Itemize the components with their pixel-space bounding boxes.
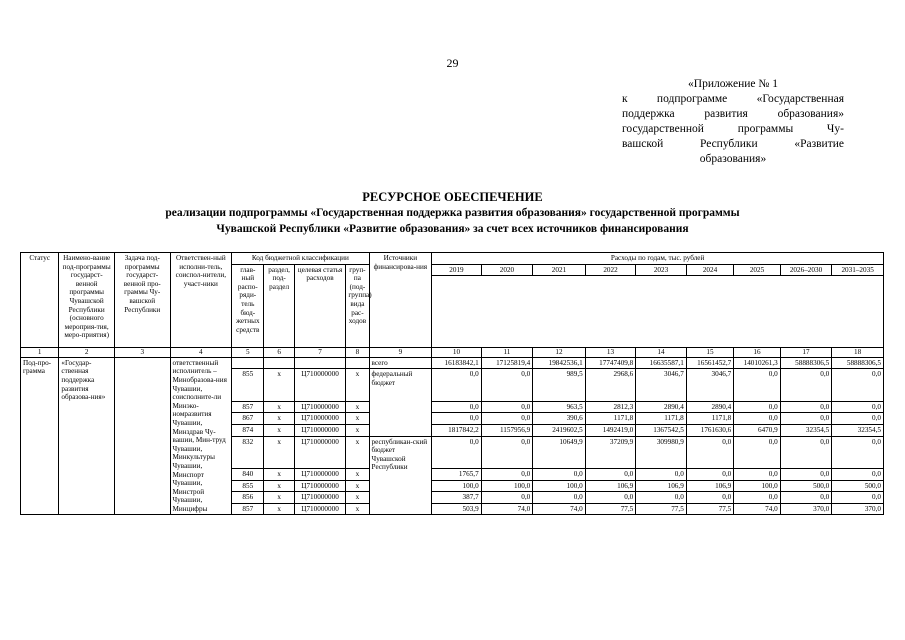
value-cell: 100,0 bbox=[734, 480, 780, 492]
appendix-line-1: «Приложение № 1 bbox=[688, 78, 778, 90]
vr-cell bbox=[346, 357, 369, 369]
value-cell: 100,0 bbox=[432, 480, 482, 492]
header-gr: глав-ный распо-ряди-тель бюд-жетных средств bbox=[232, 264, 264, 348]
source-cell: федеральный бюджет bbox=[369, 369, 432, 436]
header-year: 2022 bbox=[585, 264, 636, 276]
header-year: 2020 bbox=[481, 264, 533, 276]
col-number: 18 bbox=[832, 348, 884, 358]
value-cell: 100,0 bbox=[533, 480, 586, 492]
cs-cell: Ц710000000 bbox=[294, 492, 346, 504]
value-cell: 0,0 bbox=[481, 401, 533, 413]
header-year: 2031–2035 bbox=[832, 264, 884, 276]
vr-cell: x bbox=[346, 480, 369, 492]
header-year: 2021 bbox=[533, 264, 586, 276]
value-cell: 0,0 bbox=[432, 436, 482, 468]
rz-cell: x bbox=[264, 480, 294, 492]
cs-cell: Ц710000000 bbox=[294, 469, 346, 481]
value-cell: 0,0 bbox=[734, 401, 780, 413]
col-number: 12 bbox=[533, 348, 586, 358]
value-cell: 0,0 bbox=[832, 436, 884, 468]
value-cell: 1765,7 bbox=[432, 469, 482, 481]
value-cell: 17125819,4 bbox=[481, 357, 533, 369]
value-cell: 390,6 bbox=[533, 413, 586, 425]
task-cell bbox=[114, 357, 170, 515]
value-cell: 0,0 bbox=[780, 413, 832, 425]
value-cell: 1761630,6 bbox=[686, 425, 733, 437]
header-year: 2025 bbox=[734, 264, 780, 276]
appendix-note bbox=[622, 77, 844, 167]
value-cell: 106,9 bbox=[585, 480, 636, 492]
rz-cell: x bbox=[264, 436, 294, 468]
value-cell: 0,0 bbox=[832, 469, 884, 481]
cs-cell: Ц710000000 bbox=[294, 425, 346, 437]
col-number: 5 bbox=[232, 348, 264, 358]
rz-cell: x bbox=[264, 425, 294, 437]
vr-cell: x bbox=[346, 492, 369, 504]
col-number: 4 bbox=[170, 348, 232, 358]
value-cell: 500,0 bbox=[832, 480, 884, 492]
col-number: 7 bbox=[294, 348, 346, 358]
page-number: 29 bbox=[446, 56, 459, 70]
title-main: РЕСУРСНОЕ ОБЕСПЕЧЕНИЕ bbox=[362, 190, 543, 204]
value-cell: 0,0 bbox=[481, 492, 533, 504]
header-vr: груп-па (под-группа) вида рас-ходов bbox=[346, 264, 369, 348]
rz-cell: x bbox=[264, 401, 294, 413]
value-cell: 74,0 bbox=[734, 503, 780, 515]
value-cell: 0,0 bbox=[734, 469, 780, 481]
value-cell: 77,5 bbox=[636, 503, 687, 515]
value-cell: 77,5 bbox=[585, 503, 636, 515]
source-cell: республикан-ский бюджет Чувашской Республики bbox=[369, 436, 432, 515]
appendix-line-2: к подпрограмме «Государственная bbox=[622, 93, 844, 105]
value-cell: 0,0 bbox=[734, 369, 780, 401]
col-number: 15 bbox=[686, 348, 733, 358]
program-name-cell: «Государ-ственная поддержка развития образова-ния» bbox=[59, 357, 115, 515]
value-cell: 14010261,3 bbox=[734, 357, 780, 369]
col-number: 11 bbox=[481, 348, 533, 358]
value-cell: 2890,4 bbox=[686, 401, 733, 413]
gr-cell: 867 bbox=[232, 413, 264, 425]
value-cell: 1492419,0 bbox=[585, 425, 636, 437]
gr-cell: 840 bbox=[232, 469, 264, 481]
value-cell: 0,0 bbox=[481, 413, 533, 425]
rz-cell: x bbox=[264, 503, 294, 515]
col-number: 6 bbox=[264, 348, 294, 358]
resource-table bbox=[20, 252, 884, 515]
value-cell: 0,0 bbox=[585, 492, 636, 504]
value-cell: 0,0 bbox=[780, 436, 832, 468]
value-cell: 370,0 bbox=[780, 503, 832, 515]
value-cell: 0,0 bbox=[432, 413, 482, 425]
value-cell: 0,0 bbox=[734, 436, 780, 468]
rz-cell: x bbox=[264, 413, 294, 425]
value-cell: 6470,9 bbox=[734, 425, 780, 437]
header-sources: Источники финансирова-ния bbox=[369, 253, 432, 348]
value-cell: 0,0 bbox=[481, 469, 533, 481]
value-cell: 74,0 bbox=[481, 503, 533, 515]
value-cell: 1367542,5 bbox=[636, 425, 687, 437]
value-cell: 0,0 bbox=[832, 492, 884, 504]
rz-cell bbox=[264, 357, 294, 369]
value-cell: 74,0 bbox=[533, 503, 586, 515]
value-cell: 0,0 bbox=[734, 413, 780, 425]
vr-cell: x bbox=[346, 469, 369, 481]
cs-cell: Ц710000000 bbox=[294, 369, 346, 401]
value-cell: 0,0 bbox=[636, 469, 687, 481]
value-cell: 0,0 bbox=[686, 492, 733, 504]
value-cell: 58888306,5 bbox=[780, 357, 832, 369]
column-numbers-row bbox=[21, 348, 884, 358]
header-row-1 bbox=[21, 253, 884, 265]
appendix-line-5: вашской Республики «Развитие bbox=[622, 138, 844, 150]
source-cell: всего bbox=[369, 357, 432, 369]
value-cell: 963,5 bbox=[533, 401, 586, 413]
appendix-line-6: образования» bbox=[699, 153, 767, 165]
value-cell: 0,0 bbox=[780, 401, 832, 413]
cs-cell: Ц710000000 bbox=[294, 436, 346, 468]
col-number: 1 bbox=[21, 348, 59, 358]
rz-cell: x bbox=[264, 492, 294, 504]
value-cell: 0,0 bbox=[533, 492, 586, 504]
value-cell: 989,5 bbox=[533, 369, 586, 401]
value-cell: 0,0 bbox=[686, 436, 733, 468]
value-cell: 0,0 bbox=[533, 469, 586, 481]
cs-cell: Ц710000000 bbox=[294, 503, 346, 515]
value-cell: 106,9 bbox=[636, 480, 687, 492]
header-executor: Ответствен-ный исполни-тель, соиспол-нители, участ-ники bbox=[170, 253, 232, 348]
appendix-line-3: поддержка развития образования» bbox=[622, 108, 844, 120]
value-cell: 16183842,1 bbox=[432, 357, 482, 369]
value-cell: 2419602,5 bbox=[533, 425, 586, 437]
value-cell: 19842536,1 bbox=[533, 357, 586, 369]
cs-cell: Ц710000000 bbox=[294, 413, 346, 425]
vr-cell: x bbox=[346, 425, 369, 437]
cs-cell: Ц710000000 bbox=[294, 401, 346, 413]
col-number: 13 bbox=[585, 348, 636, 358]
header-year: 2024 bbox=[686, 264, 733, 276]
rz-cell: x bbox=[264, 469, 294, 481]
gr-cell: 874 bbox=[232, 425, 264, 437]
value-cell: 10649,9 bbox=[533, 436, 586, 468]
value-cell: 58888306,5 bbox=[832, 357, 884, 369]
cs-cell bbox=[294, 357, 346, 369]
header-rz: раздел, под-раздел bbox=[264, 264, 294, 348]
title-sub-2: Чувашской Республики «Развитие образования» за счет всех источников финансирования bbox=[216, 223, 689, 235]
value-cell: 3046,7 bbox=[686, 369, 733, 401]
value-cell: 309980,9 bbox=[636, 436, 687, 468]
header-task: Задача под-программы государст-венной про-граммы Чу-вашской Республики bbox=[114, 253, 170, 348]
header-expenses: Расходы по годам, тыс. рублей bbox=[432, 253, 884, 265]
value-cell: 0,0 bbox=[481, 436, 533, 468]
value-cell: 370,0 bbox=[832, 503, 884, 515]
cs-cell: Ц710000000 bbox=[294, 480, 346, 492]
vr-cell: x bbox=[346, 401, 369, 413]
value-cell: 3046,7 bbox=[636, 369, 687, 401]
gr-cell: 855 bbox=[232, 480, 264, 492]
value-cell: 16635587,1 bbox=[636, 357, 687, 369]
value-cell: 2812,3 bbox=[585, 401, 636, 413]
status-cell: Под-про-грамма bbox=[21, 357, 59, 515]
value-cell: 32354,5 bbox=[780, 425, 832, 437]
gr-cell: 856 bbox=[232, 492, 264, 504]
header-year: 2026–2030 bbox=[780, 264, 832, 276]
executor-cell: ответственный исполнитель – Минобразова-ния Чувашии, соисполните-ли Минэко-номразвития Чувашии, Минздрав Чу-вашии, Мин-труд Чувашии, Минкультуры Чувашии, Минспорт Чувашии, Минстрой Чувашии, Минцифры bbox=[170, 357, 232, 515]
appendix-line-4: государственной программы Чу- bbox=[622, 123, 844, 135]
value-cell: 17747409,8 bbox=[585, 357, 636, 369]
value-cell: 0,0 bbox=[832, 369, 884, 401]
col-number: 17 bbox=[780, 348, 832, 358]
value-cell: 16561452,7 bbox=[686, 357, 733, 369]
value-cell: 0,0 bbox=[585, 469, 636, 481]
value-cell: 1157956,9 bbox=[481, 425, 533, 437]
value-cell: 503,9 bbox=[432, 503, 482, 515]
value-cell: 1171,8 bbox=[686, 413, 733, 425]
vr-cell: x bbox=[346, 436, 369, 468]
table-row bbox=[21, 357, 884, 369]
value-cell: 106,9 bbox=[686, 480, 733, 492]
vr-cell: x bbox=[346, 413, 369, 425]
value-cell: 0,0 bbox=[734, 492, 780, 504]
value-cell: 0,0 bbox=[832, 413, 884, 425]
value-cell: 100,0 bbox=[481, 480, 533, 492]
vr-cell: x bbox=[346, 503, 369, 515]
value-cell: 0,0 bbox=[481, 369, 533, 401]
header-cs: целевая статья расходов bbox=[294, 264, 346, 348]
value-cell: 1171,8 bbox=[585, 413, 636, 425]
value-cell: 0,0 bbox=[780, 492, 832, 504]
value-cell: 0,0 bbox=[832, 401, 884, 413]
document-title bbox=[40, 190, 865, 237]
col-number: 16 bbox=[734, 348, 780, 358]
col-number: 10 bbox=[432, 348, 482, 358]
gr-cell: 857 bbox=[232, 503, 264, 515]
value-cell: 0,0 bbox=[432, 369, 482, 401]
gr-cell: 857 bbox=[232, 401, 264, 413]
value-cell: 37209,9 bbox=[585, 436, 636, 468]
header-year-spacer bbox=[432, 276, 884, 348]
col-number: 9 bbox=[369, 348, 432, 358]
value-cell: 0,0 bbox=[686, 469, 733, 481]
value-cell: 0,0 bbox=[780, 369, 832, 401]
col-number: 14 bbox=[636, 348, 687, 358]
header-name: Наимено-вание под-программы государст-венной программы Чувашской Республики (основного мероприя-тия, меро-приятия) bbox=[59, 253, 115, 348]
col-number: 2 bbox=[59, 348, 115, 358]
value-cell: 387,7 bbox=[432, 492, 482, 504]
value-cell: 1171,8 bbox=[636, 413, 687, 425]
value-cell: 0,0 bbox=[432, 401, 482, 413]
header-budget-code: Код бюджетной классификации bbox=[232, 253, 369, 265]
value-cell: 77,5 bbox=[686, 503, 733, 515]
value-cell: 32354,5 bbox=[832, 425, 884, 437]
col-number: 8 bbox=[346, 348, 369, 358]
gr-cell bbox=[232, 357, 264, 369]
gr-cell: 832 bbox=[232, 436, 264, 468]
gr-cell: 855 bbox=[232, 369, 264, 401]
header-year: 2019 bbox=[432, 264, 482, 276]
vr-cell: x bbox=[346, 369, 369, 401]
value-cell: 1817842,2 bbox=[432, 425, 482, 437]
value-cell: 2968,6 bbox=[585, 369, 636, 401]
value-cell: 500,0 bbox=[780, 480, 832, 492]
header-year: 2023 bbox=[636, 264, 687, 276]
value-cell: 0,0 bbox=[636, 492, 687, 504]
value-cell: 2890,4 bbox=[636, 401, 687, 413]
title-sub-1: реализации подпрограммы «Государственная поддержка развития образования» государственной программы bbox=[165, 207, 740, 219]
header-status: Статус bbox=[21, 253, 59, 348]
rz-cell: x bbox=[264, 369, 294, 401]
value-cell: 0,0 bbox=[780, 469, 832, 481]
col-number: 3 bbox=[114, 348, 170, 358]
